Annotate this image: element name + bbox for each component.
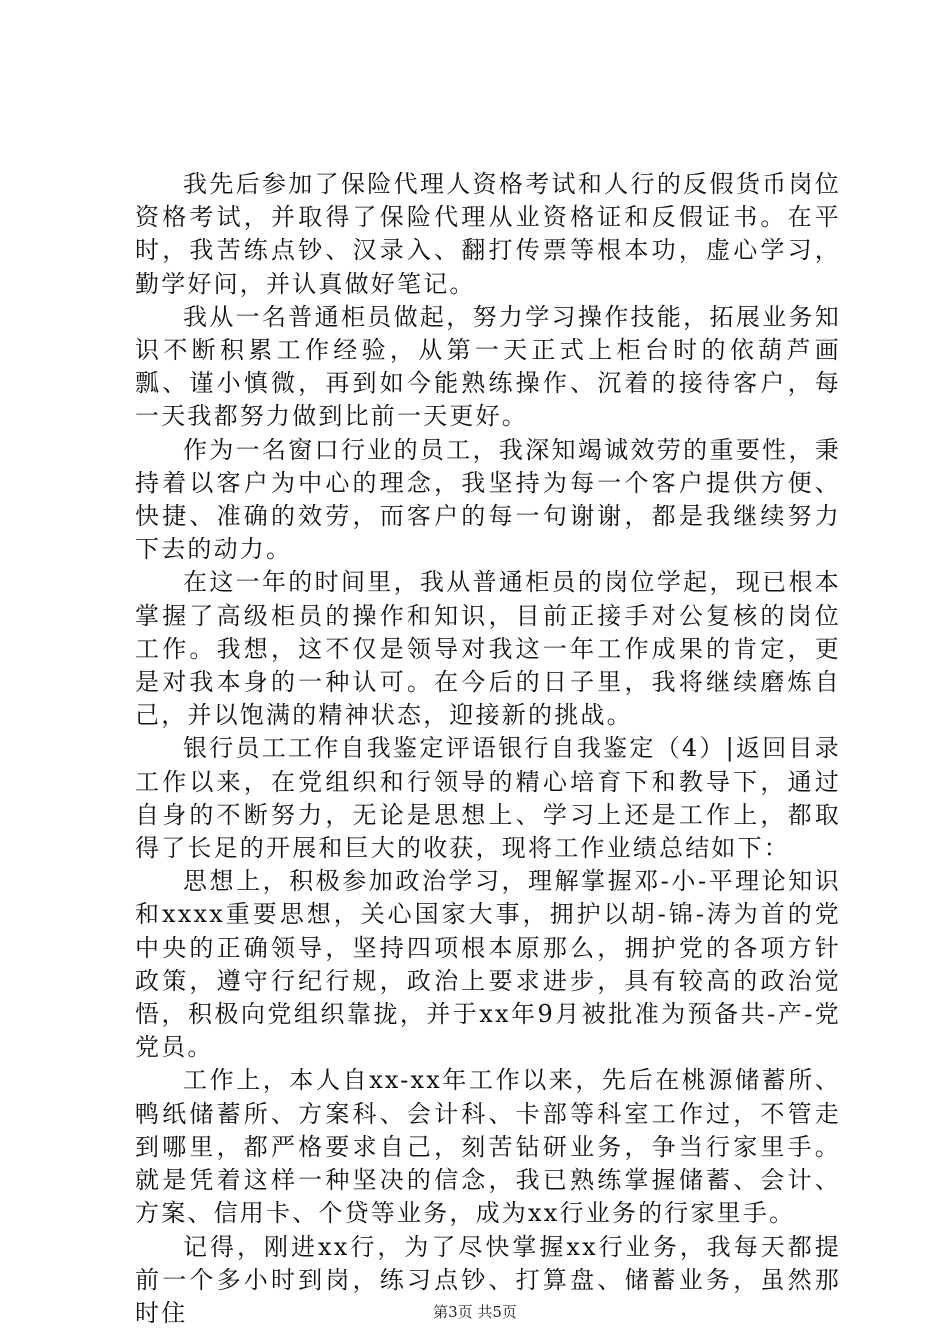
document-body xyxy=(135,168,841,1330)
paragraph-5: 银行员工工作自我鉴定评语银行自我鉴定（4）|返回目录工作以来，在党组织和行领导的精心培育下和教导下，通过自身的不断努力，无论是思想上、学习上还是工作上，都取得了长足的开展和巨大的收获，现将工作业绩总结如下： xyxy=(135,734,841,863)
paragraph-8: 记得，刚进xx行，为了尽快掌握xx行业务，我每天都提前一个多小时到岗，练习点钞、打算盘、储蓄业务，虽然那时住 xyxy=(135,1232,841,1327)
paragraph-3: 作为一名窗口行业的员工，我深知竭诚效劳的重要性，秉持着以客户为中心的理念，我坚持为每一个客户提供方便、快捷、准确的效劳，而客户的每一句谢谢，都是我继续努力下去的动力。 xyxy=(135,435,841,564)
paragraph-4: 在这一年的时间里，我从普通柜员的岗位学起，现已根本掌握了高级柜员的操作和知识，目前正接手对公复核的岗位工作。我想，这不仅是领导对我这一年工作成果的肯定，更是对我本身的一种认可。在今后的日子里，我将继续磨炼自己，并以饱满的精神状态，迎接新的挑战。 xyxy=(135,568,841,730)
paragraph-1: 我先后参加了保险代理人资格考试和人行的反假货币岗位资格考试，并取得了保险代理从业资格证和反假证书。在平时，我苦练点钞、汉录入、翻打传票等根本功，虚心学习，勤学好问，并认真做好笔记。 xyxy=(135,170,841,298)
paragraph-7: 工作上，本人自xx-xx年工作以来，先后在桃源储蓄所、鸭纸储蓄所、方案科、会计科、卡部等科室工作过，不管走到哪里，都严格要求自己，刻苦钻研业务，争当行家里手。就是凭着这样一种坚决的信念，我已熟练掌握储蓄、会计、方案、信用卡、个贷等业务，成为xx行业务的行家里手。 xyxy=(135,1066,841,1228)
paragraph-6: 思想上，积极参加政治学习，理解掌握邓-小-平理论知识和xxxx重要思想，关心国家大事，拥护以胡-锦-涛为首的党中央的正确领导，坚持四项根本原那么，拥护党的各项方针政策，遵守行纪行规，政治上要求进步，具有较高的政治觉悟，积极向党组织靠拢，并于xx年9月被批准为预备共-产-党党员。 xyxy=(135,867,841,1062)
paragraph-2: 我从一名普通柜员做起，努力学习操作技能，拓展业务知识不断积累工作经验，从第一天正式上柜台时的依葫芦画瓢、谨小慎微，再到如今能熟练操作、沉着的接待客户，每一天我都努力做到比前一天更好。 xyxy=(135,302,841,431)
page-footer: 第3页 共5页 xyxy=(433,1303,517,1321)
